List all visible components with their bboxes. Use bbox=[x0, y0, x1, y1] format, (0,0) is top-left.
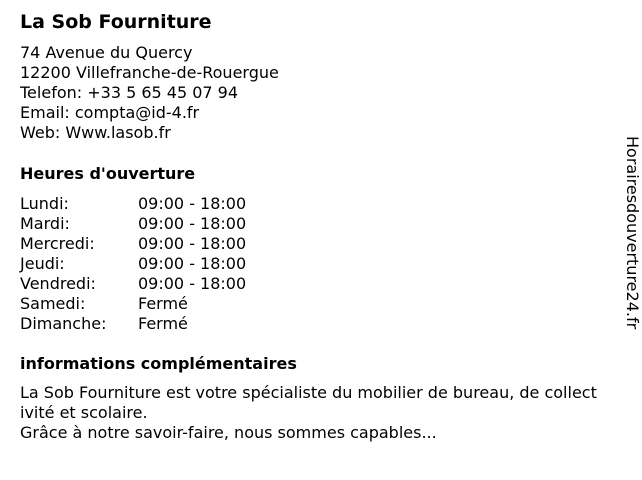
day-label: Jeudi: bbox=[20, 254, 65, 273]
business-description bbox=[20, 383, 600, 443]
time-value: 09:00 - 18:00 bbox=[138, 254, 247, 273]
address-line-1: 74 Avenue du Quercy bbox=[20, 43, 193, 62]
contact-block bbox=[20, 43, 279, 143]
time-value: 09:00 - 18:00 bbox=[138, 194, 247, 213]
time-value: Fermé bbox=[138, 294, 188, 313]
phone-number: Telefon: +33 5 65 45 07 94 bbox=[20, 83, 239, 102]
time-value: 09:00 - 18:00 bbox=[138, 234, 247, 253]
day-label: Samedi: bbox=[20, 294, 86, 313]
time-value: 09:00 - 18:00 bbox=[138, 274, 247, 293]
description-paragraph-2: Grâce à notre savoir-faire, nous sommes capables... bbox=[20, 423, 437, 442]
day-label: Vendredi: bbox=[20, 274, 96, 293]
address-line-2: 12200 Villefranche-de-Rouergue bbox=[20, 63, 279, 82]
day-label: Lundi: bbox=[20, 194, 69, 213]
business-name: La Sob Fourniture bbox=[20, 11, 212, 33]
day-label: Mercredi: bbox=[20, 234, 95, 253]
opening-hours-heading: Heures d'ouverture bbox=[20, 164, 196, 183]
site-watermark: Horairesdouverture24.fr bbox=[623, 136, 642, 330]
description-paragraph-1: La Sob Fourniture est votre spécialiste du mobilier de bureau, de collectivité et scolaire. bbox=[20, 383, 597, 422]
time-value: 09:00 - 18:00 bbox=[138, 214, 247, 233]
day-label: Mardi: bbox=[20, 214, 70, 233]
additional-info-heading: informations complémentaires bbox=[20, 354, 297, 373]
day-label: Dimanche: bbox=[20, 314, 107, 333]
website: Web: Www.lasob.fr bbox=[20, 123, 171, 142]
email-address: Email: compta@id-4.fr bbox=[20, 103, 200, 122]
time-value: Fermé bbox=[138, 314, 188, 333]
